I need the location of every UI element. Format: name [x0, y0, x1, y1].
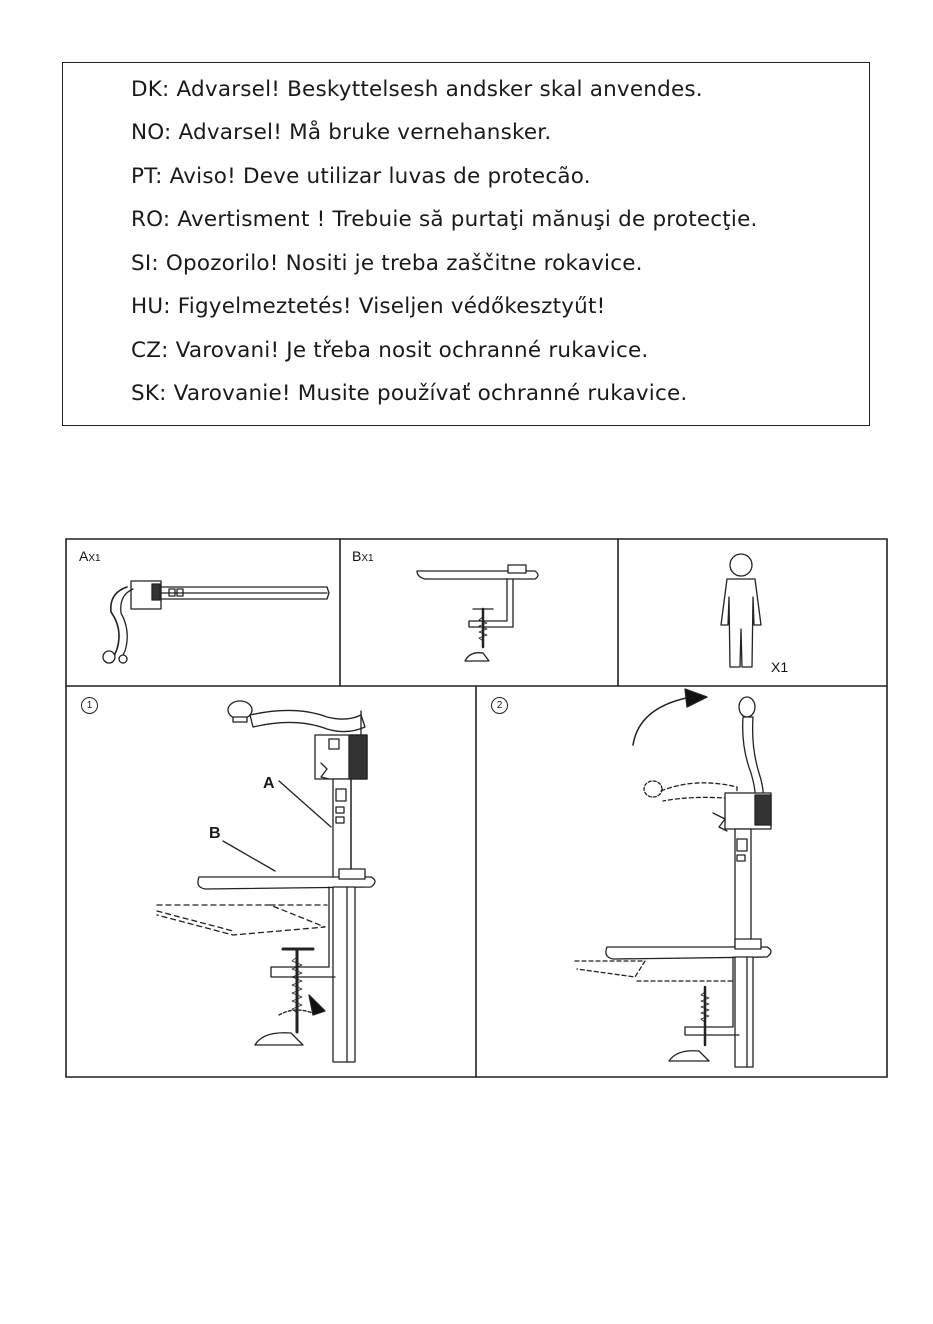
part-b-table-clamp [417, 565, 538, 661]
warning-dk: DK: Advarsel! Beskyttelsesh andsker skal anvendes. [131, 77, 703, 102]
assembly-diagram-drawing [65, 537, 888, 1078]
step-1-number: 1 [81, 697, 98, 714]
assembly-diagram [65, 537, 888, 1078]
warning-ro: RO: Avertisment ! Trebuie să purtaţi mănuşi de protecţie. [131, 207, 758, 232]
warning-box [62, 62, 870, 426]
person-figure [721, 554, 761, 667]
step-2-assembly [575, 689, 771, 1067]
warning-pt: PT: Aviso! Deve utilizar luvas de protecão. [131, 164, 591, 189]
part-a-can-opener [103, 581, 329, 663]
warning-no: NO: Advarsel! Må bruke vernehansker. [131, 120, 552, 145]
callout-a: A [263, 775, 275, 792]
callout-b: B [209, 825, 221, 842]
step-1-assembly [157, 701, 375, 1062]
warning-si: SI: Opozorilo! Nositi je treba zaščitne rokavice. [131, 251, 643, 276]
step-2-number: 2 [491, 697, 508, 714]
warning-sk: SK: Varovanie! Musite používať ochranné rukavice. [131, 381, 688, 406]
part-b-label: BX1 [352, 548, 374, 564]
warning-hu: HU: Figyelmeztetés! Viseljen védőkesztyűt! [131, 294, 606, 319]
warning-cz: CZ: Varovani! Je třeba nosit ochranné rukavice. [131, 338, 649, 363]
part-a-label: AX1 [79, 548, 101, 564]
person-qty-label: X1 [771, 659, 789, 675]
